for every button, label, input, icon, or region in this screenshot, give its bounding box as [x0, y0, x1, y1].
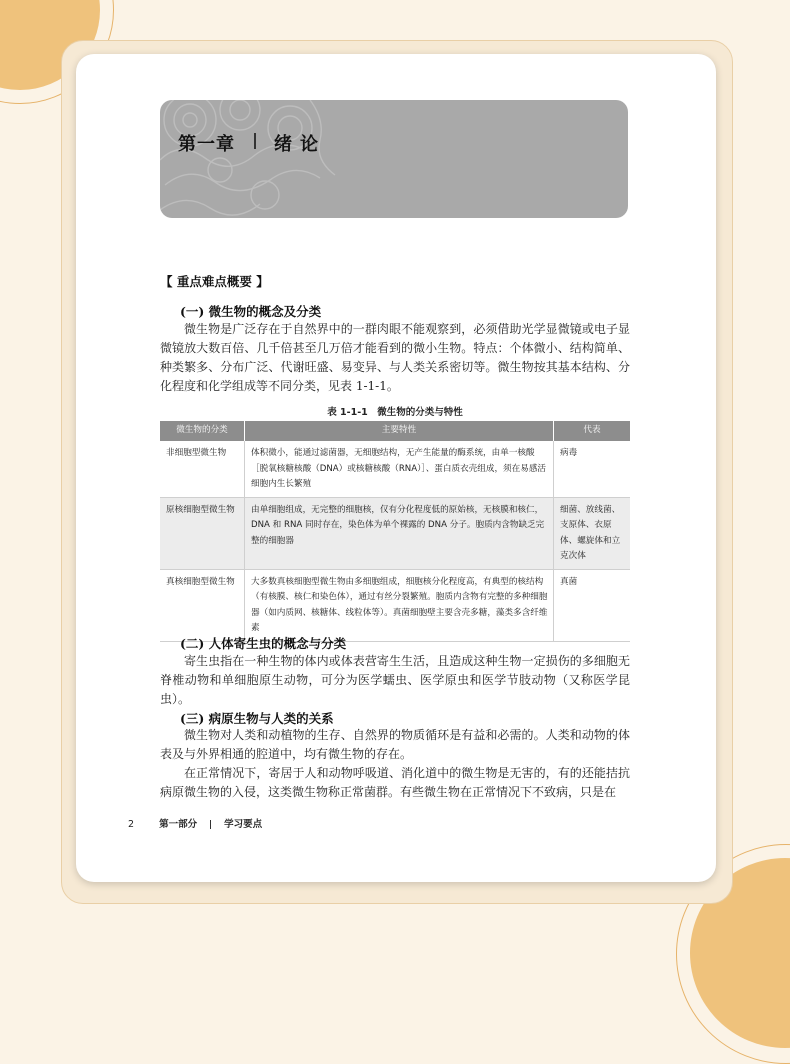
table-cell-features: 体积微小，能通过滤菌器，无细胞结构，无产生能量的酶系统，由单一核酸［脱氧核糖核酸（DNA）或核糖核酸（RNA）］、蛋白质衣壳组成，须在易感活细胞内生长繁殖: [245, 441, 554, 497]
chapter-title: 第一章: [178, 134, 235, 155]
page-number: 2: [128, 819, 135, 830]
paragraph: 微生物对人类和动植物的生存、自然界的物质循环是有益和必需的。人类和动物的体表及与外界相通的腔道中，均有微生物的存在。: [160, 728, 630, 761]
section-heading: 【 重点难点概要 】: [160, 274, 269, 289]
footer-separator: [210, 820, 211, 829]
table-cell-examples: 病毒: [554, 441, 631, 497]
part-title: 学习要点: [224, 819, 263, 830]
table-header: 微生物的分类: [160, 421, 245, 441]
table-caption: 表 1-1-1 微生物的分类与特性: [327, 407, 463, 418]
subsection-heading: (一) 微生物的概念及分类: [180, 304, 322, 319]
chapter-banner: [160, 100, 628, 218]
table-row: [160, 569, 630, 641]
table-cell-features: 大多数真核细胞型微生物由多细胞组成，细胞核分化程度高，有典型的核结构（有核膜、核仁和染色体），通过有丝分裂繁殖。胞质内含物有完整的多种细胞器（如内质网、核糖体、线粒体等）。真菌细胞壁主要含壳多糖，藻类多含纤维素: [245, 569, 554, 641]
table-header: 代表: [554, 421, 631, 441]
floral-pattern: [160, 100, 628, 218]
table-header: 主要特性: [245, 421, 554, 441]
classification-table: [160, 421, 630, 642]
paragraph: 在正常情况下，寄居于人和动物呼吸道、消化道中的微生物是无害的，有的还能拮抗病原微生物的入侵，这类微生物称正常菌群。有些微生物在正常情况下不致病，只是在: [160, 766, 630, 799]
table-cell-examples: 细菌、放线菌、支原体、衣原体、螺旋体和立克次体: [554, 497, 631, 569]
paragraph: 寄生虫指在一种生物的体内或体表营寄生生活，且造成这种生物一定损伤的多细胞无脊椎动物和单细胞原生动物，可分为医学蠕虫、医学原虫和医学节肢动物（又称医学昆虫）。: [160, 654, 630, 706]
table-cell-category: 非细胞型微生物: [160, 441, 245, 497]
page-footer: [128, 816, 262, 830]
table-header-row: [160, 421, 630, 441]
table-cell-category: 真核细胞型微生物: [160, 569, 245, 641]
table-row: [160, 441, 630, 497]
paragraph: 微生物是广泛存在于自然界中的一群肉眼不能观察到，必须借助光学显微镜或电子显微镜放大数百倍、几千倍甚至几万倍才能看到的微小生物。特点：个体微小、结构简单、种类繁多、分布广泛、代谢旺盛、易变异、与人类关系密切等。微生物按其基本结构、分化程度和化学组成等不同分类，见表 1-1-1。: [160, 322, 630, 393]
subsection-heading: (三) 病原生物与人类的关系: [180, 711, 334, 726]
subsection-heading: (二) 人体寄生虫的概念与分类: [180, 636, 347, 651]
table-row: [160, 497, 630, 569]
table-cell-category: 原核细胞型微生物: [160, 497, 245, 569]
chapter-separator: [254, 133, 256, 149]
table-cell-examples: 真菌: [554, 569, 631, 641]
part-label: 第一部分: [159, 819, 198, 830]
chapter-subtitle: 绪论: [274, 134, 326, 155]
table-cell-features: 由单细胞组成，无完整的细胞核，仅有分化程度低的原始核，无核膜和核仁，DNA 和 RNA 同时存在，染色体为单个裸露的 DNA 分子。胞质内含物缺乏完整的细胞器: [245, 497, 554, 569]
